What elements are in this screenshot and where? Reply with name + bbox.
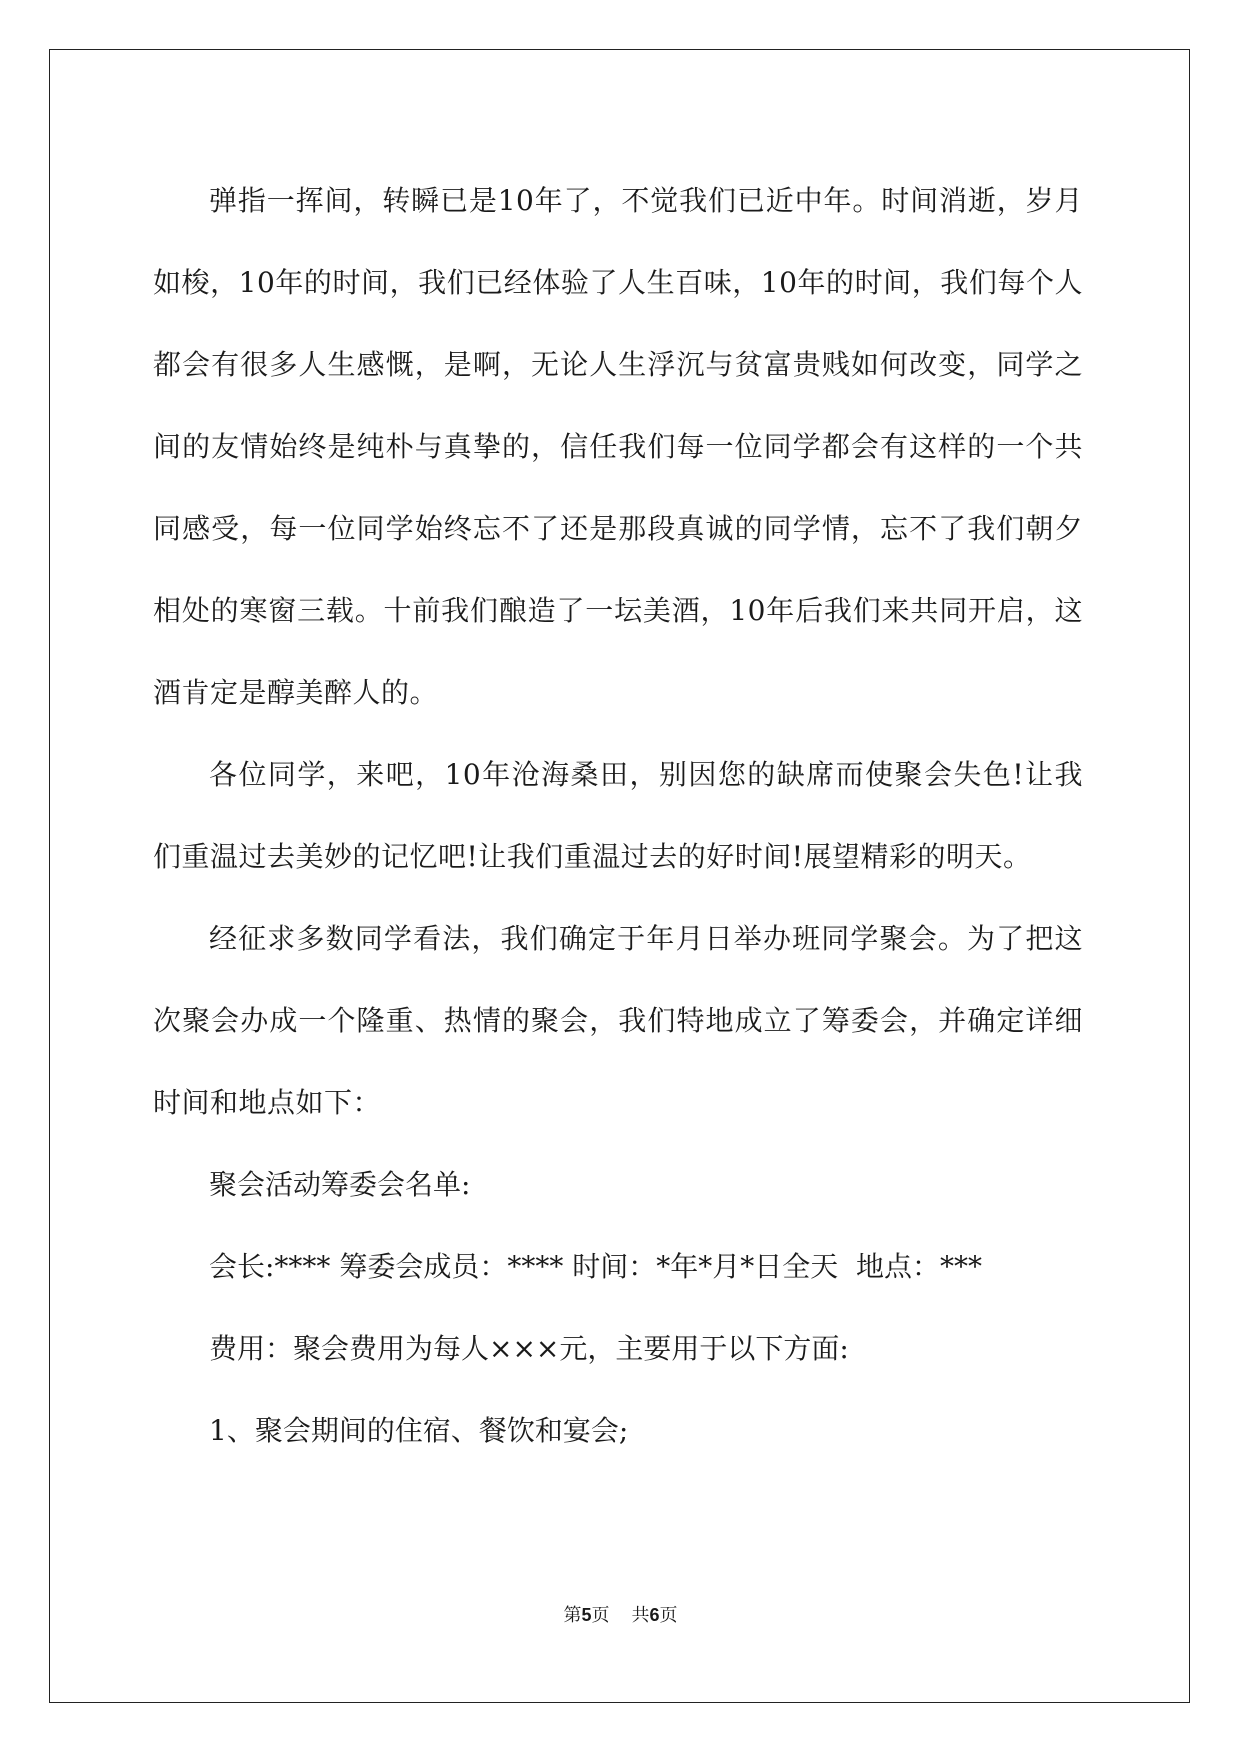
total-pages-suffix: 页 <box>659 1605 678 1626</box>
current-page-number: 5 <box>581 1605 592 1625</box>
paragraph-invitation: 各位同学，来吧，10年沧海桑田，别因您的缺席而使聚会失色!让我们重温过去美妙的记忆吧!让我们重温过去的好时间!展望精彩的明天。 <box>153 758 1083 873</box>
paragraph-arrangement: 经征求多数同学看法，我们确定于年月日举办班同学聚会。为了把这次聚会办成一个隆重、热情的聚会，我们特地成立了筹委会，并确定详细时间和地点如下： <box>153 922 1083 1119</box>
fee-line: 费用：聚会费用为每人×××元，主要用于以下方面: <box>209 1332 849 1365</box>
document-body <box>153 160 1083 1472</box>
total-pages-prefix: 共 <box>631 1605 650 1626</box>
page-number-suffix: 页 <box>591 1605 610 1626</box>
page-number-prefix: 第 <box>563 1605 582 1626</box>
total-pages-number: 6 <box>649 1605 660 1625</box>
committee-details: 会长:**** 筹委会成员：**** 时间：*年*月*日全天 地点：*** <box>209 1250 983 1283</box>
page-footer <box>0 1601 1241 1627</box>
paragraph-reunion-intro: 弹指一挥间，转瞬已是10年了，不觉我们已近中年。时间消逝，岁月如梭，10年的时间，我们已经体验了人生百味，10年的时间，我们每个人都会有很多人生感慨，是啊，无论人生浮沉与贫富贵贱如何改变，同学之间的友情始终是纯朴与真挚的，信任我们每一位同学都会有这样的一个共同感受，每一位同学始终忘不了还是那段真诚的同学情，忘不了我们朝夕相处的寒窗三载。十前我们酿造了一坛美酒，10年后我们来共同开启，这酒肯定是醇美醉人的。 <box>153 184 1083 709</box>
committee-heading: 聚会活动筹委会名单: <box>209 1168 471 1201</box>
list-item: 1、聚会期间的住宿、餐饮和宴会; <box>209 1414 629 1447</box>
